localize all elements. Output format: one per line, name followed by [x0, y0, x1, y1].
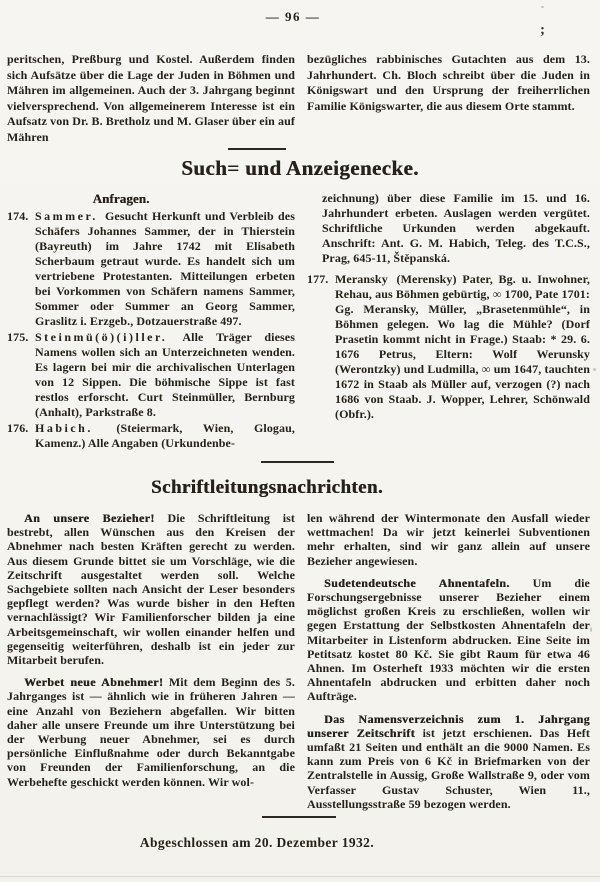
paragraph-lead-in: Werbet neue Abnehmer!	[24, 675, 164, 690]
page-number: — 96 —	[265, 9, 321, 24]
entry-number: 174.	[7, 209, 29, 223]
scan-speckle	[590, 627, 592, 632]
editorial-paragraph: Das Namensverzeichnis zum 1. Jahrgang unserer Zeitschrift ist jetzt erschienen. Das Heft umfaßt 21 Seiten und enthält an die 9000 Namen. Es kann zum Preis von 6 Kč in Briefmarken von der Zentralstelle in Aussig, Große Wallstraße 9, oder vom Verfasser Gustav Schuster, Wien 11., Ausstellungsstraße 59 bezogen werden.	[307, 711, 590, 811]
entry-176-continuation: zeichnung) über diese Familie im 15. und 16. Jahrhundert erbeten. Auslagen werden vergütet. Schriftliche Urkunden werden abgekauft. Anschrift: Ant. G. M. Habich, Teleg. des T.C.S., Prag, 645-11, Štěpanská.	[322, 191, 590, 265]
query-entry: 175. Steinmü(ö)(i)ller. Alle Träger dieses Namens wollen sich an Unterzeichneten wenden. Es lagern bei mir die archivalischen Unterlagen von 12 Sippen. Die böhmische Sippe ist fast restlos erforscht. Curt Steinmüller, Bernburg (Anhalt), Parkstraße 8.	[7, 330, 295, 419]
paragraph-lead-in: An unsere Bezieher!	[24, 511, 155, 525]
closing-date-line: Abgeschlossen am 20. Dezember 1932.	[139, 835, 375, 850]
scan-bottom-edge	[0, 876, 600, 877]
query-entry: 174. Sammer. Gesucht Herkunft und Verbleib des Schäfers Johannes Sammer, der in Thierstein (Bayreuth) im Jahre 1742 mit Elisabeth Scherbaum getraut wurde. Es handelt sich um vertriebene Protestanten. Mitteilungen erbeten bei Vorkommen von Schäfern namens Sammer, Sommer oder Summer an Georg Sammer, Graslitz i. Erzgeb., Dotzauerstraße 497.	[7, 209, 295, 328]
search-right-column	[307, 191, 590, 452]
section-title-editorial-news: Schriftleitungsnachrichten.	[151, 477, 383, 498]
editorial-paragraph: Werbet neue Abnehmer! Mit dem Beginn des 5. Jahrganges ist — ähnlich wie in früheren Jahren — eine Anzahl von Beziehern abgefallen. Wir bitten daher alle unsere Freunde um ihre Unterstützung bei der Werbung neuer Abnehmer, sei es durch persönliche Einflußnahme oder durch Bekanntgabe von Freunden der Familienforschung, an die Werbehefte geschickt werden können. Wir wol-	[7, 675, 295, 789]
section-divider	[261, 461, 334, 463]
search-corner-columns	[7, 191, 590, 452]
query-entry: 177. Meransky (Merensky) Pater, Bg. u. Inwohner, Rehau, aus Böhmen gebürtig, ∞ 1700, Pate 1701: Gg. Meransky, Müller, „Brasetenmühle“, in Böhmen gelegen. Wo lag die Mühle? (Dorf Prasetin kommt nicht in Frage.) Staab: * 29. 6. 1676 Petrus, Eltern: Wolf Werunsky (Werontzky) und Ludmilla, ∞ um 1647, tauchten 1672 in Staab als Müller auf, verzogen (?) nach 1686 von Staab. J. Wopper, Lehrer, Schönwald (Obfr.).	[307, 272, 590, 421]
entry-surname: Steinmü(ö)(i)ller.	[35, 330, 168, 344]
entry-number: 175.	[7, 330, 29, 344]
editorial-paragraph: An unsere Bezieher! Die Schriftleitung ist bestrebt, allen Wünschen aus den Kreisen der Abnehmer nach besten Kräften gerecht zu werden. Aus diesem Grunde bittet sie um Vorschläge, wie die Zeitschrift ausgestaltet werden soll. Welche Sachgebiete sollten nach Ansicht der Leser besonders gepflegt werden? Was wurde bisher in den Heften vernachlässigt? Wir Familienforscher bilden ja eine Arbeitsgemeinschaft, wir wollen einander helfen und gegenseitig weiterführen, deshalb ist ein jeder zur Mitarbeit berufen.	[7, 511, 295, 668]
section-title-search-corner: Such= und Anzeigenecke.	[181, 156, 419, 180]
entry-surname: Meransky	[335, 272, 388, 286]
entry-surname: Habich.	[35, 421, 93, 435]
paragraph-lead-in: Sudetendeutsche Ahnentafeln.	[324, 575, 510, 590]
subsection-title-anfragen: Anfragen.	[92, 191, 150, 206]
stray-ink-mark: ;	[540, 22, 545, 38]
search-left-column	[7, 191, 295, 452]
editorial-columns	[7, 511, 590, 819]
entry-number: 176.	[7, 421, 29, 435]
editorial-left-column	[7, 511, 295, 819]
query-entries-left	[7, 209, 295, 451]
entry-surname: Sammer.	[35, 209, 98, 223]
intro-columns	[7, 52, 590, 145]
scan-speckle	[541, 6, 544, 8]
query-entry: 176. Habich. (Steiermark, Wien, Glogau, Kamenz.) Alle Angaben (Urkundenbe-	[7, 421, 295, 450]
scan-speckle	[593, 368, 596, 371]
paragraph-lead-in: Das Namensverzeichnis zum 1. Jahrgang unserer Zeitschrift	[307, 711, 590, 740]
query-entries-right	[307, 272, 590, 422]
editorial-paragraph: len während der Wintermonate den Ausfall wieder wettmachen! Da wir jetzt keinerlei Subventionen mehr erhalten, sind wir ganz allein auf unsere Bezieher angewiesen.	[307, 511, 590, 568]
section-divider	[228, 148, 286, 150]
intro-left-column: peritschen, Preßburg und Kostel. Außerdem finden sich Aufsätze über die Lage der Juden in Böhmen und Mähren im allgemeinen. Auch der 3. Jahrgang beginnt vielversprechend. Von allgemeinerem Interesse ist ein Aufsatz von Dr. B. Bretholz und M. Glaser über ein auf Mähren	[7, 52, 295, 144]
editorial-right-column	[307, 511, 590, 819]
footer-divider	[262, 816, 336, 818]
editorial-paragraph: Sudetendeutsche Ahnentafeln. Um die Forschungsergebnisse unserer Bezieher einem möglichst großen Kreis zu erschließen, wollen wir gegen Erstattung der Selbstkosten Ahnentafeln der Mitarbeiter in Listenform abdrucken. Eine Seite im Petitsatz kostet 80 Kč. Sie gibt Raum für etwa 46 Ahnen. Im Osterheft 1933 möchten wir die ersten Ahnentafeln abdrucken und erbitten daher noch Aufträge.	[307, 575, 590, 704]
intro-right-column: bezügliches rabbinisches Gutachten aus dem 13. Jahrhundert. Ch. Bloch schreibt über die Juden in Königswart und den Ursprung der freiherrlichen Familie Königswarter, die aus diesem Orte stammt.	[307, 52, 590, 113]
entry-number: 177.	[307, 272, 329, 286]
